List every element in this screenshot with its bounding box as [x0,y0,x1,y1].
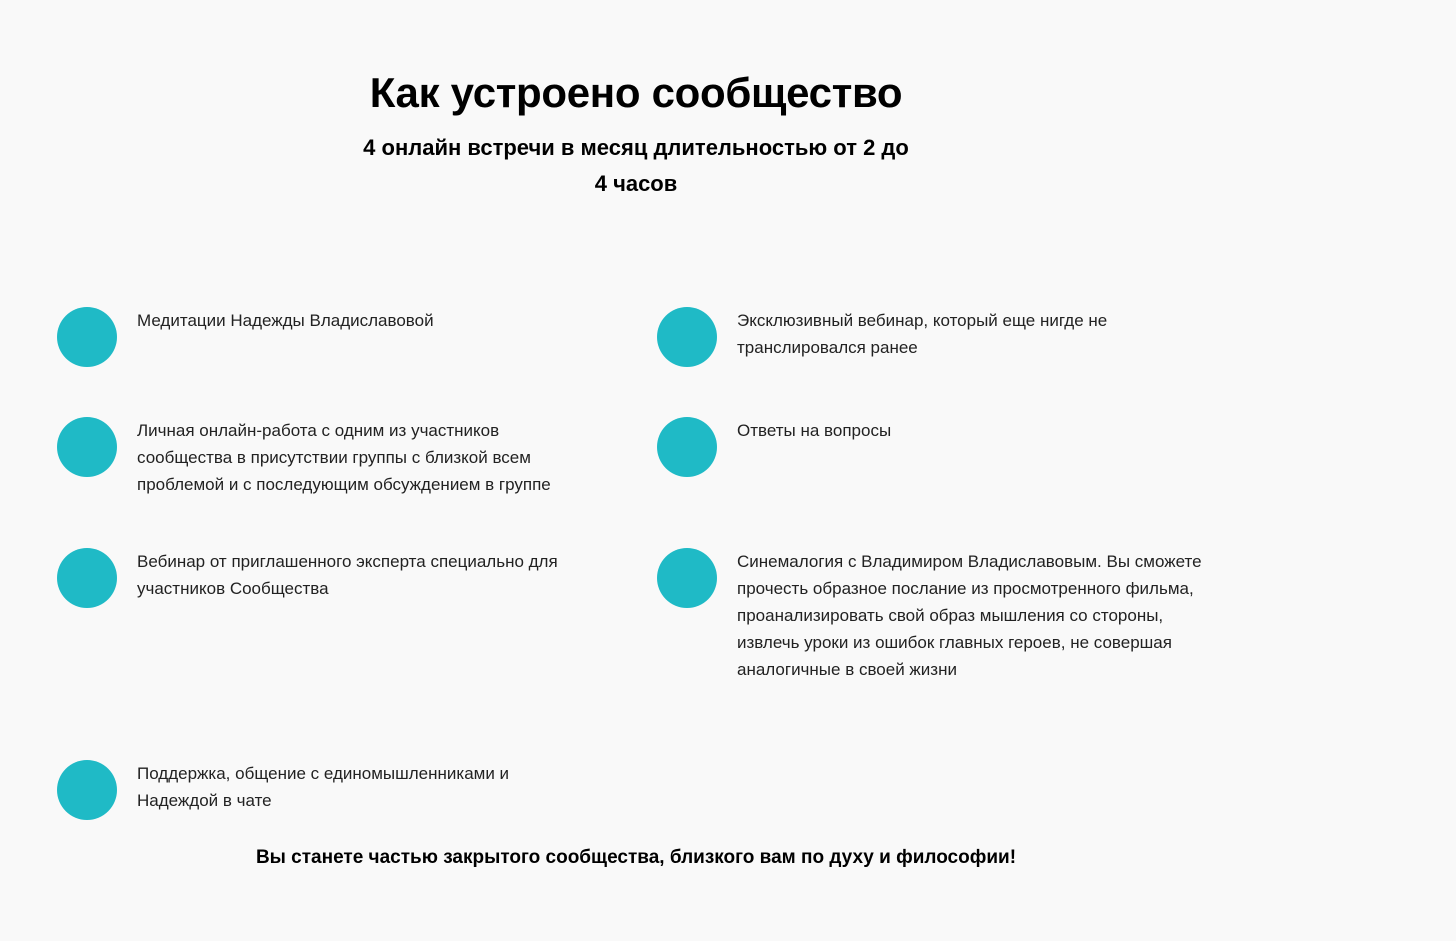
circle-bullet-icon [57,417,117,477]
feature-text: Ответы на вопросы [737,421,892,440]
feature-text: Синемалогия с Владимиром Владиславовым. Вы сможете прочесть образное послание из просмотренного фильма, проанализировать свой образ мышления со стороны, извлечь уроки из ошибок главных героев, не совершая аналогичные в своей жизни [737,552,1202,679]
circle-bullet-icon [57,548,117,608]
section-subtitle: 4 онлайн встречи в месяц длительностью от 2 до 4 часов [363,135,909,196]
feature-text: Поддержка, общение с единомышленниками и Надеждой в чате [137,764,510,810]
feature-text: Личная онлайн-работа с одним из участников сообщества в присутствии группы с близкой всем проблемой и с последующим обсуждением в группе [137,421,551,494]
feature-text: Вебинар от приглашенного эксперта специально для участников Сообщества [137,552,558,598]
section-title: Как устроено сообщество [369,69,903,117]
feature-text: Эксклюзивный вебинар, который еще нигде не транслировался ранее [737,311,1108,357]
circle-bullet-icon [657,417,717,477]
feature-text: Медитации Надежды Владиславовой [137,311,434,330]
circle-bullet-icon [57,307,117,367]
closing-statement: Вы станете частью закрытого сообщества, близкого вам по духу и философии! [255,847,1017,868]
circle-bullet-icon [57,760,117,820]
circle-bullet-icon [657,548,717,608]
circle-bullet-icon [657,307,717,367]
